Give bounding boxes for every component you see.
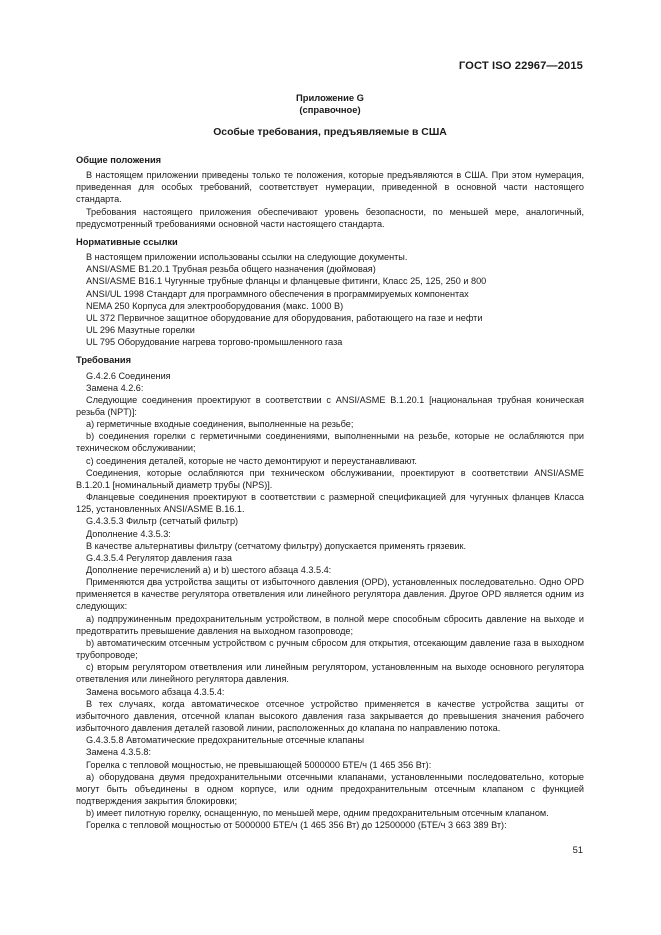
paragraph: Требования настоящего приложения обеспечивают уровень безопасности, по меньшей мере, аналогичный, предусмотренный требованиями основной части настоящего стандарта. [76, 206, 584, 229]
reference-item: NEMA 250 Корпуса для электрооборудования (макс. 1000 В) [86, 300, 344, 311]
reference-item: UL 795 Оборудование нагрева торгово-промышленного газа [86, 337, 343, 348]
paragraph: Замена 4.3.5.8: [86, 747, 152, 758]
paragraph: Замена восьмого абзаца 4.3.5.4: [86, 686, 225, 697]
list-item: b) соединения горелки с герметичными соединениями, выполненными на резьбе, которые не ослабляются при техническом обслуживании; [76, 431, 584, 454]
clause-title: G.4.3.5.8 Автоматические предохранительные отсечные клапаны [86, 735, 364, 746]
paragraph: Горелка с тепловой мощностью от 5000000 БТЕ/ч (1 465 356 Вт) до 12500000 (БТЕ/ч 3 663 389 Вт): [86, 820, 507, 831]
page-content [76, 92, 584, 831]
clause-title: G.4.3.5.3 Фильтр (сетчатый фильтр) [86, 516, 239, 527]
reference-item: UL 296 Мазутные горелки [86, 325, 195, 336]
section-heading-requirements: Требования [76, 355, 131, 366]
annex-heading: Особые требования, предъявляемые в США [213, 127, 447, 138]
reference-item: ANSI/ASME B1.20.1 Трубная резьба общего назначения (дюймовая) [86, 264, 376, 275]
annex-subtitle: (справочное) [299, 104, 361, 115]
paragraph: В качестве альтернативы фильтру (сетчатому фильтру) допускается применять грязевик. [86, 540, 466, 551]
section-heading-references: Нормативные ссылки [76, 236, 178, 247]
section-heading-general: Общие положения [76, 155, 162, 165]
references-intro: В настоящем приложении использованы ссылки на следующие документы. [86, 252, 408, 263]
paragraph: Дополнение перечислений a) и b) шестого абзаца 4.3.5.4: [86, 565, 332, 575]
clause-title: G.4.3.5.4 Регулятор давления газа [86, 552, 232, 563]
paragraph: Соединения, которые ослабляются при техническом обслуживании, проектируют в соответствии ANSI/ASME B.1.20.1 [номинальный диаметр трубы (NPS)]. [76, 467, 584, 490]
reference-item: UL 372 Первичное защитное оборудование для оборудования, работающего на газе и нефти [86, 312, 483, 323]
annex-title: Приложение G [296, 92, 364, 103]
reference-item: ANSI/ASME B16.1 Чугунные трубные фланцы и фланцевые фитинги, Класс 25, 125, 250 и 800 [86, 276, 487, 287]
paragraph: Замена 4.2.6: [86, 382, 144, 393]
paragraph: В настоящем приложении приведены только те положения, которые предъявляются в США. При этом нумерация, приведенная для особых требований, соответствует нумерации, приведенной в основной части настоящего стандарта. [76, 170, 584, 205]
paragraph: В тех случаях, когда автоматическое отсечное устройство применяется в качестве устройства защиты от избыточного давления, отсечной клапан высокого давления газа закрывается до превышения значения рабочего избыточного давления деталей газовой линии, расположенных до клапана по направлению потока. [76, 698, 584, 734]
list-item: c) соединения деталей, которые не часто демонтируют и переустанавливают. [86, 455, 417, 466]
clause-title: G.4.2.6 Соединения [86, 370, 171, 381]
paragraph: Фланцевые соединения проектируют в соответствии с размерной спецификацией для чугунных фланцев Класса 125, установленных ANSI/ASME B.16.1. [76, 492, 584, 515]
list-item: b) автоматическим отсечным устройством с ручным сбросом для открытия, отсекающим давление газа в выходном трубопроводе; [76, 637, 584, 661]
references-list [76, 263, 584, 348]
paragraph: Горелка с тепловой мощностью, не превышающей 5000000 БТЕ/ч (1 465 356 Вт): [86, 759, 432, 770]
paragraph: Следующие соединения проектируют в соответствии с ANSI/ASME B.1.20.1 [национальная трубная коническая резьба (NPT)]: [76, 394, 584, 417]
list-item: a) оборудована двумя предохранительными отсечными клапанами, установленными последовательно, которые могут быть объединены в одном корпусе, или одним предохранительным отсечным клапаном с функцией подтверждения закрытия блокировки; [76, 771, 584, 806]
reference-item: ANSI/UL 1998 Стандарт для программного обеспечения в программируемых компонентах [86, 288, 469, 299]
list-item: a) подпружиненным предохранительным устройством, в полной мере способным сбросить давление на выходе и предотвратить превышение давления на выходном газопроводе; [76, 613, 584, 636]
list-item: a) герметичные входные соединения, выполненные на резьбе; [86, 419, 354, 430]
list-item: c) вторым регулятором ответвления или линейным регулятором, установленным на выходе основного регулятора ответвления или линейного регулятора давления. [76, 662, 584, 685]
paragraph: Дополнение 4.3.5.3: [86, 528, 171, 539]
page-number: 51 [572, 844, 583, 855]
list-item: b) имеет пилотную горелку, оснащенную, по меньшей мере, одним предохранительным отсечным клапаном. [86, 808, 549, 819]
document-code: ГОСТ ISO 22967—2015 [458, 60, 583, 72]
paragraph: Применяются два устройства защиты от избыточного давления (OPD), установленных последовательно. Одно OPD применяется в качестве регулятора ответвления или линейного регулятора давления. Другое OPD является одним из следующих: [76, 577, 584, 612]
